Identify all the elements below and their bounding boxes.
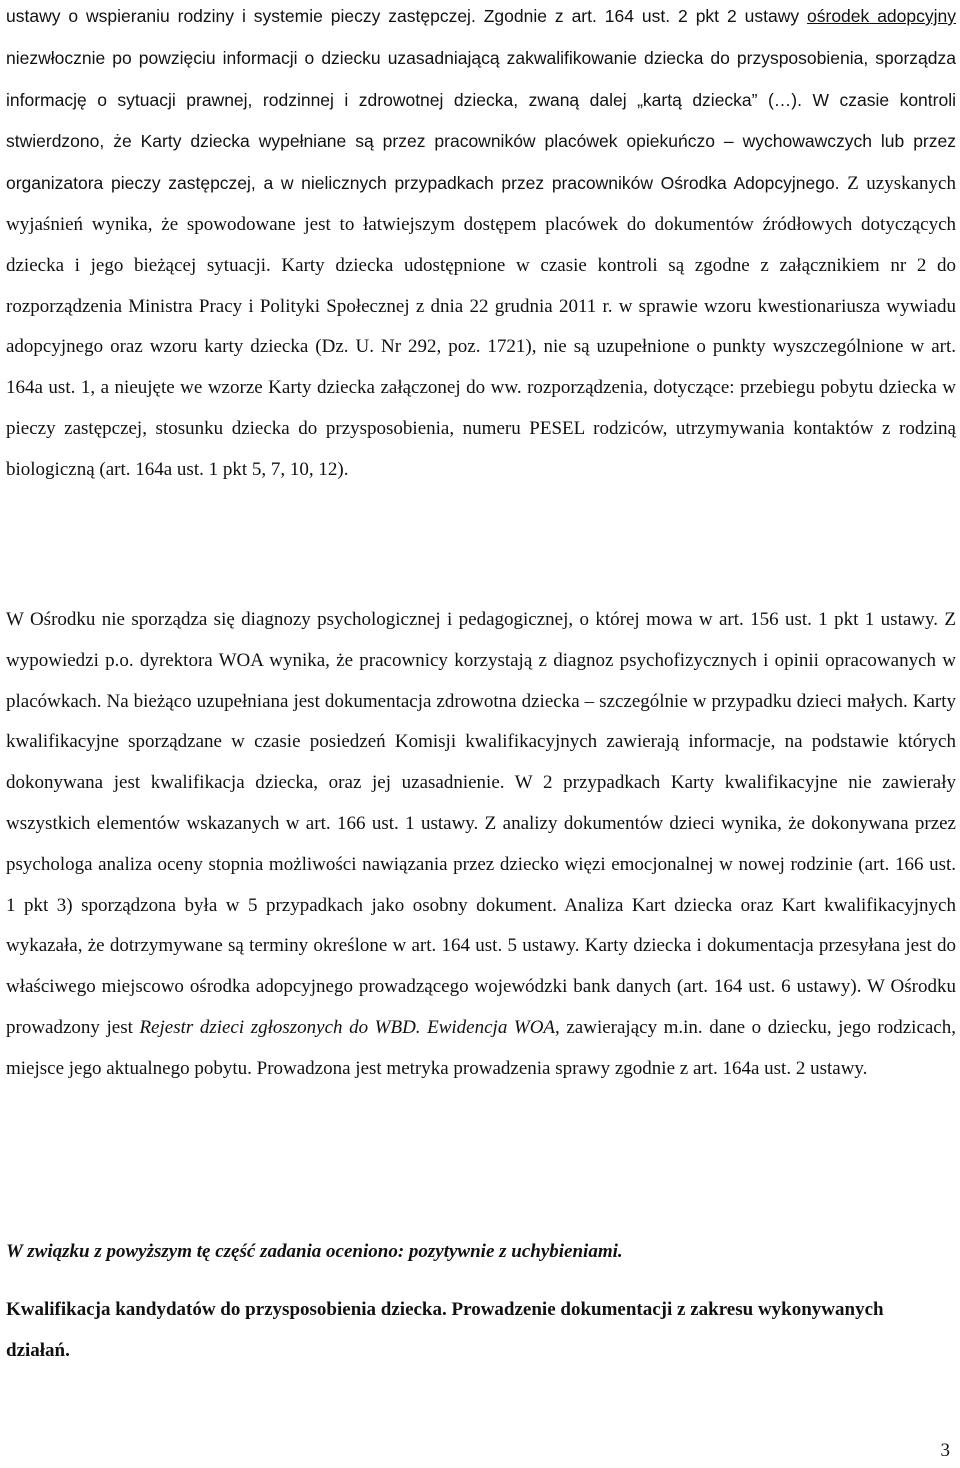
paragraph-text: W Ośrodku nie sporządza się diagnozy psychologicznej i pedagogicznej, o której mowa w art. 156 ust. 1 pkt 1 ustawy. Z wypowiedzi p.o. dyrektora WOA wynika, że pracownicy korzystają z diagnoz psychofizycznych i opinii opracowanych w placówkach. Na bieżąco uzupełniana jest dokumentacja zdrowotna dziecka – szczególnie w przypadku dzieci małych. Karty kwalifikacyjne sporządzane w czasie posiedzeń Komisji kwalifikacyjnych zawierają informacje, na podstawie których dokonywana jest kwalifikacja dziecka, oraz jej uzasadnienie. W 2 przypadkach Karty kwalifikacyjne nie zawierały wszystkich elementów wskazanych w art. 166 ust. 1 ustawy. Z analizy dokumentów dzieci wynika, że dokonywana przez psychologa analiza oceny stopnia możliwości nawiązania przez dziecko więzi emocjonalnej w nowej rodzinie (art. 166 ust. 1 pkt 3) sporządzona była w 5 przypadkach jako osobny dokument. Analiza Kart dziecka oraz Kart kwalifikacyjnych wykazała, że dotrzymywane są terminy określone w art. 164 ust. 5 ustawy. Karty dziecka i dokumentacja przesyłana jest do właściwego miejscowo ośrodka adopcyjnego prowadzącego wojewódzki bank danych (art. 164 ust. 6 ustawy). W Ośrodku prowadzony jest bbox=[6, 609, 956, 1038]
register-title: Rejestr dzieci zgłoszonych do WBD. Ewidencja WOA bbox=[139, 1016, 556, 1038]
paragraph-diagnosis bbox=[6, 600, 956, 1090]
paragraph-text: Z uzyskanych wyjaśnień wynika, że spowodowane jest to łatwiejszym dostępem placówek do dokumentów źródłowych dotyczących dziecka i jego bieżącej sytuacji. Karty dziecka udostępnione w czasie kontroli są zgodne z załącznikiem nr 2 do rozporządzenia Ministra Pracy i Polityki Społecznej z dnia 22 grudnia 2011 r. w sprawie wzoru kwestionariusza wywiadu adopcyjnego oraz wzoru karty dziecka (Dz. U. Nr 292, poz. 1721), nie są uzupełnione o punkty wyszczególnione w art. 164a ust. 1, a nieujęte we wzorze Karty dziecka załączonej do ww. rozporządzenia, dotyczące: przebiegu pobytu dziecka w pieczy zastępczej, stosunku dziecka do przysposobienia, numeru PESEL rodziców, utrzymywania kontaktów z rodziną biologiczną (art. 164a ust. 1 pkt 5, 7, 10, 12). bbox=[6, 173, 956, 480]
paragraph-text: ustawy o wspieraniu rodziny i systemie pieczy zastępczej. Zgodnie z art. 164 ust. 2 pkt 2 ustawy bbox=[6, 6, 808, 26]
paragraph-text: , zawierający m.in. dane o dziecku, jego rodzicach, miejsce jego aktualnego pobytu. Prowadzona jest metryka prowadzenia sprawy zgodnie z art. 164a ust. 2 ustawy. bbox=[6, 1016, 956, 1079]
paragraph-text: niezwłocznie po powzięciu informacji o dziecku uzasadniającą zakwalifikowanie dziecka do przysposobienia, sporządza informację o sytuacji prawnej, rodzinnej i zdrowotnej dziecka, zwaną dalej „kartą dziecka” (…). bbox=[6, 47, 956, 110]
paragraph-child-card bbox=[6, 0, 956, 491]
assessment-text: W związku z powyższym tę część zadania oceniono: pozytywnie z uchybieniami. bbox=[6, 1241, 623, 1262]
underlined-term: ośrodek adopcyjny bbox=[807, 6, 956, 26]
paragraph-text: W czasie kontroli stwierdzono, że Karty dziecka wypełniane są przez pracowników placówek opiekuńczo – wychowawczych lub przez organizatora pieczy zastępczej, a w nielicznych przypadkach przez pracowników Ośrodka Adopcyjnego. bbox=[6, 89, 956, 194]
section-heading: Kwalifikacja kandydatów do przysposobienia dziecka. Prowadzenie dokumentacji z zakresu wykonywanych działań. bbox=[6, 1299, 884, 1361]
assessment-line bbox=[6, 1232, 956, 1273]
page-number: 3 bbox=[940, 1440, 950, 1461]
